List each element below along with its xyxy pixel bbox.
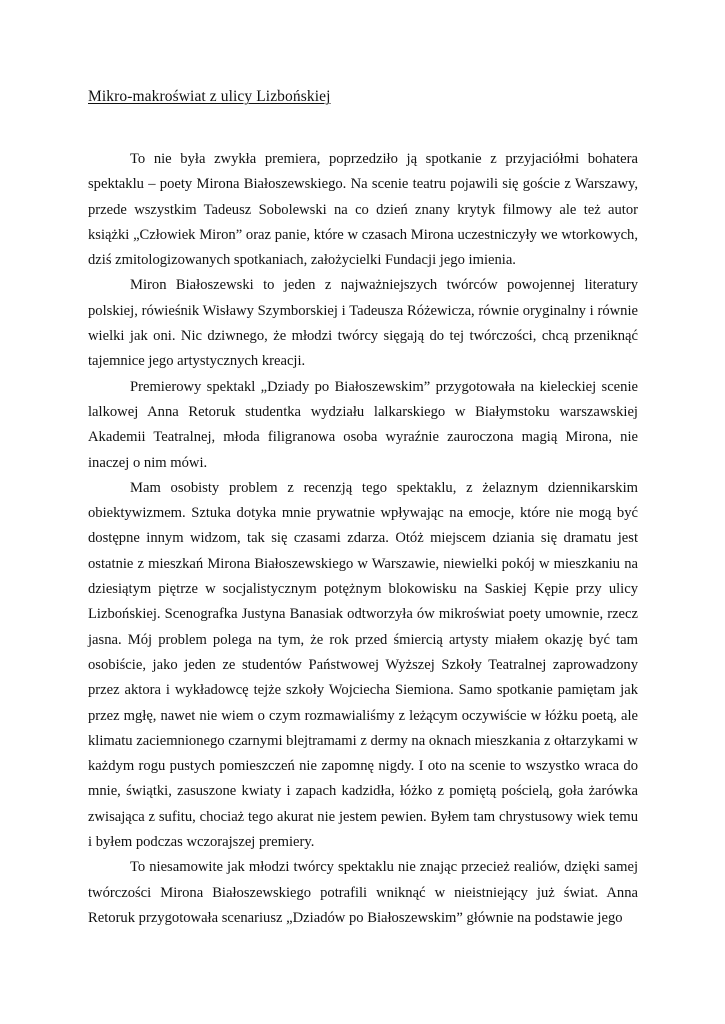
paragraph: Premierowy spektakl „Dziady po Białoszewskim” przygotowała na kieleckiej scenie lalkowej Anna Retoruk studentka wydziału lalkarskiego w Białymstoku warszawskiej Akademii Teatralnej, młoda filigranowa osoba wyraźnie zauroczona magią Mirona, nie inaczej o nim mówi. (88, 378, 638, 471)
paragraph: Miron Białoszewski to jeden z najważniejszych twórców powojennej literatury polskiej, rówieśnik Wisławy Szymborskiej i Tadeusza Różewicza, równie oryginalny i równie wielki jak oni. Nic dziwnego, że młodzi twórcy sięgają do tej twórczości, chcą przeniknąć tajemnice jego artystycznych kreacji. (88, 277, 638, 370)
paragraph: To nie była zwykła premiera, poprzedziło ją spotkanie z przyjaciółmi bohatera spektaklu – poety Mirona Białoszewskiego. Na scenie teatru pojawili się goście z Warszawy, przede wszystkim Tadeusz Sobolewski na co dzień znany krytyk filmowy ale też autor książki „Człowiek Miron” oraz panie, które w czasach Mirona uczestniczyły we wtorkowych, dziś zmitologizowanych spotkaniach, założycielki Fundacji jego imienia. (88, 151, 638, 269)
article-body (88, 147, 638, 931)
document-title: Mikro-makroświat z ulicy Lizbońskiej (88, 88, 331, 105)
paragraph: Mam osobisty problem z recenzją tego spektaklu, z żelaznym dziennikarskim obiektywizmem. Sztuka dotyka mnie prywatnie wpływając na emocje, które nie mogą być dostępne innym widzom, tak się czasami zdarza. Otóż miejscem dziania się dramatu jest ostatnie z mieszkań Mirona Białoszewskiego w Warszawie, niewielki pokój w mieszkaniu na dziesiątym piętrze w socjalistycznym potężnym blokowisku na Saskiej Kępie przy ulicy Lizbońskiej. Scenografka Justyna Banasiak odtworzyła ów mikroświat poety umownie, rzecz jasna. Mój problem polega na tym, że rok przed śmiercią artysty miałem okazję być tam osobiście, jako jeden ze studentów Państwowej Wyższej Szkoły Teatralnej zaprowadzony przez aktora i wykładowcę tejże szkoły Wojciecha Siemiona. Samo spotkanie pamiętam jak przez mgłę, nawet nie wiem o czym rozmawialiśmy z leżącym oczywiście w łóżku poetą, ale klimatu zaciemnionego czarnymi blejtramami z dermy na oknach mieszkania z ołtarzykami w każdym rogu pustych pomieszczeń nie zapomnę nigdy. I oto na scenie to wszystko wraca do mnie, świątki, zasuszone kwiaty i zapach kadzidła, łóżko z pomiętą pościelą, goła żarówka zwisająca z sufitu, chociaż tego akurat nie jestem pewien. Byłem tam chrystusowy wiek temu i byłem podczas wczorajszej premiery. (88, 479, 638, 851)
paragraph: To niesamowite jak młodzi twórcy spektaklu nie znając przecież realiów, dzięki samej twórczości Mirona Białoszewskiego potrafili wniknąć w nieistniejący już świat. Anna Retoruk przygotowała scenariusz „Dziadów po Białoszewskim” głównie na podstawie jego (88, 859, 638, 926)
